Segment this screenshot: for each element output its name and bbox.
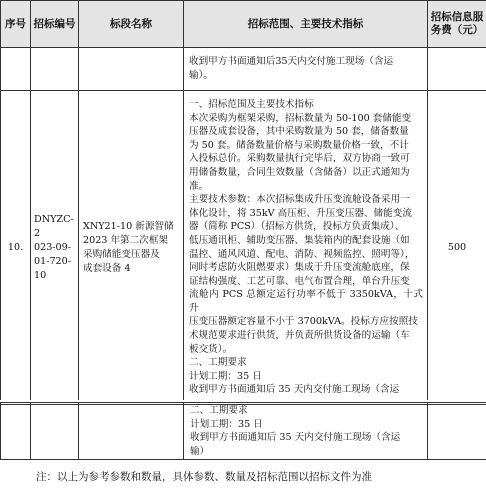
lot-name: XNY21-10 新源智储 2023 年第二次框架 采购储能变压器及 成套设备 4 bbox=[83, 220, 174, 274]
prev-name-cell bbox=[79, 48, 184, 91]
lot-name-cell bbox=[79, 91, 184, 405]
fee-cell: 500 bbox=[428, 91, 486, 405]
prev-scope-text: 收到甲方书面通知后35天内交付施工现场（含运 输）。 bbox=[189, 56, 394, 81]
row-no: 10. bbox=[1, 91, 31, 405]
table-header-row bbox=[1, 1, 486, 48]
header-no: 序号 bbox=[1, 1, 31, 48]
prev-scope-cell bbox=[184, 48, 428, 91]
next-scope-cell bbox=[184, 403, 428, 460]
bid-code-cell bbox=[31, 91, 79, 405]
prev-code-cell bbox=[31, 48, 79, 91]
next-name-cell bbox=[79, 403, 184, 460]
prev-fee-cell bbox=[428, 48, 486, 91]
table-row bbox=[1, 91, 486, 405]
next-fee-cell bbox=[428, 403, 486, 460]
scope-cell bbox=[184, 91, 428, 405]
header-scope: 招标范围、主要技术指标 bbox=[184, 1, 428, 48]
table-row-continued bbox=[1, 403, 486, 460]
header-code: 招标编号 bbox=[31, 1, 79, 48]
next-code-cell bbox=[31, 403, 79, 460]
prev-no-cell bbox=[1, 48, 31, 91]
next-scope-text: 二、工期要求 计划工期：35 日 收到甲方书面通知后 35 天内交付施工现场（含运 输） bbox=[190, 405, 401, 457]
bid-table-continued bbox=[0, 402, 486, 460]
header-name: 标段名称 bbox=[79, 1, 184, 48]
footnote: 注：以上为参考参数和数量，具体参数、数量及招标范围以招标文件为准 bbox=[36, 471, 372, 483]
table-row-previous bbox=[1, 48, 486, 91]
next-no-cell bbox=[1, 403, 31, 460]
header-fee: 招标信息服务费（元） bbox=[428, 1, 486, 48]
bid-code: DNYZC-2 023-09- 01-720- 10 bbox=[34, 213, 74, 281]
scope-text: 一、招标范围及主要技术指标 本次采购为框架采购，招标数量为 50-100 套储能变 压器及成套设备，其中采购数量为 50 套，储备数量 为 50 套。储备数量价格与采购数量价格一致，不计 入投标总价。采购数量执行完毕后，双方协商一致可 用储备数量，合同生效数量（含储备）以正式通知为 准。 主要技术参数：本次招标集成升压变流舱设备采用一 体化设计，将 35kV 高压柜、升压变压器、储能变流 器（简称 PCS）（招标方供货，投标方负责集成）、 低压通讯柜、辅助变压器、集装箱内的配套设施（如 温控、通风风道、配电、消防、视频监控、照明等）， 同时考虑防火阻燃要求）集成于升压变流舱底座，保 证结构强度、工艺可靠、电气布置合理，单台升压变 流舱内 PCS 总额定运行功率不低于 3350kVA，十式升 压变压器额定容量不小于 3700kVA。投标方应按照技 术规范要求进行供货，并负责所供货设备的运输（车 板交货）。 二、工期要求 计划工期：35 日 收到甲方书面通知后 35 天内交付施工现场（含运 bbox=[189, 98, 423, 396]
